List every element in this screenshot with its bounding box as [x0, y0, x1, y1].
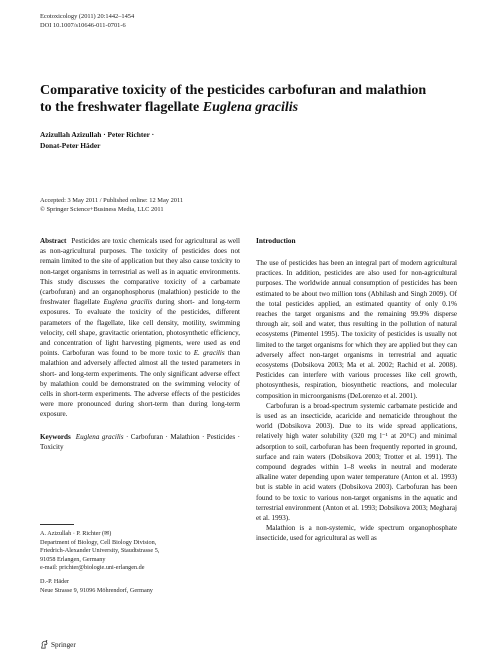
affiliation-address-2: Neue Strasse 9, 91096 Möhrendorf, Germany: [40, 586, 153, 594]
abstract-text-c: than malathion and adversely affected almost all the tested parameters in short- and long-term experiments. The only significant adverse effect by malathion could be demonstrated on the swimming velocity of cells in short-term experiments. The adverse effects of the pesticides were more pronounced during short-term than during long-term exposure.: [40, 349, 240, 419]
introduction-heading: Introduction: [256, 236, 296, 245]
abstract-text-a: Pesticides are toxic chemicals used for agricultural as well as non-agricultural purposes. The toxicity of pesticides does not remain limited to the site of application but they also cause toxicity to non-target organisms in terrestrial as well as in aquatic environments. This study discusses the comparative toxicity of a carbamate (carbofuran) and an organophosphorus (malathion) pesticide to the freshwater flagellate: [40, 237, 240, 307]
abstract: [40, 236, 240, 420]
title-species: Euglena gracilis: [202, 100, 299, 115]
author-list: [40, 129, 154, 151]
publisher-footer: [40, 640, 76, 649]
affiliation-2: [40, 578, 153, 595]
keywords: [40, 432, 240, 452]
left-column: [40, 236, 240, 452]
affiliation-city: 91058 Erlangen, Germany: [40, 555, 106, 563]
right-column: [256, 236, 457, 544]
title-main: Comparative toxicity of the pesticides carbofuran and malathion to the freshwater flagellate: [40, 83, 427, 115]
accepted-published: Accepted: 3 May 2011 / Published online: 12 May 2011: [40, 197, 184, 204]
affiliation-names: A. Azizullah · P. Richter (✉): [40, 530, 112, 537]
journal-citation: Ecotoxicology (2011) 20:1442–1454: [40, 13, 135, 20]
keyword-species: Euglena gracilis: [75, 432, 124, 441]
keyword-list: · Carbofuran · Malathion · Pesticides · Toxicity: [40, 432, 240, 451]
affiliation-univ: Friedrich-Alexander University, Staudtstrasse 5,: [40, 547, 160, 555]
affiliation-dept: Department of Biology, Cell Biology Division,: [40, 538, 157, 546]
publication-dates: [40, 196, 183, 214]
keywords-label: Keywords: [40, 432, 71, 441]
intro-paragraph-3: Malathion is a non-systemic, wide spectrum organophosphate insecticide, used for agricultural as well as: [256, 524, 457, 543]
authors-line-2: Donat-Peter Häder: [40, 141, 101, 150]
article-title: [40, 82, 440, 116]
doi: DOI 10.1007/s10646-011-0701-6: [40, 22, 126, 29]
abstract-species-b: E. gracilis: [193, 349, 225, 358]
journal-header: [40, 12, 134, 30]
affiliation-1: [40, 530, 159, 573]
intro-paragraph-2: Carbofuran is a broad-spectrum systemic carbamate pesticide and is used as an insecticide, acaricide and nematicide throughout the world (Dobsikova 2003). Due to its wide spread applications, relatively high water solubility (320 mg l⁻¹ at 20°C) and minimal adsorption to soil, carbofuran has been frequently reported in ground, surface and rain waters (Dobsikova 2003; Trotter et al. 1991). The compound degrades within 1–8 weeks in neutral and moderate alkaline water depending upon water temperature (Anton et al. 1993) but is stable in acid waters (Dobsikova 2003). Carbofuran has been found to be toxic to various non-target organisms in the aquatic and terrestrial environment (Anton et al. 1993; Dobsikova 2003; Megharaj et al. 1993).: [256, 401, 457, 523]
footnote-divider: [40, 524, 74, 525]
intro-paragraph-1: The use of pesticides has been an integral part of modern agricultural practices. In addition, pesticides are also used for non-agricultural purposes. The worldwide annual consumption of pesticides has been estimated to be about two million tons (Abhilash and Singh 2009). Of the total pesticides applied, an estimated quantity of only 0.1% reaches the target organisms and the remaining 99.9% disperse through air, soil and water, thus resulting in the pollution of natural ecosystems (Pimentel 1995). The toxicity of pesticides is usually not limited to the target organisms for which they are applied but they can adversely affect non-target organisms in terrestrial and aquatic ecosystems (Dobsikova 2003; Ma et al. 2002; Rachid et al. 2008). Pesticides can interfere with various processes like cell growth, photosynthesis, respiration, biosynthetic reactions, and molecular composition in microorganisms (DeLorenzo et al. 2001).: [256, 259, 457, 400]
abstract-text-b: during short- and long-term exposures. To evaluate the toxicity of the pesticides, different parameters of the flagellate, like cell density, motility, swimming velocity, cell shape, gravitactic orientation, photosynthetic efficiency, and concentration of light harvesting pigments, were used as end points. Carbofuran was found to be more toxic to: [40, 298, 240, 358]
springer-horse-icon: [40, 640, 48, 649]
authors-line-1: Azizullah Azizullah · Peter Richter ·: [40, 130, 155, 139]
affiliation-name-2: D.-P. Häder: [40, 578, 70, 585]
abstract-species-a: Euglena gracilis: [103, 298, 153, 307]
publisher-name: Springer: [51, 640, 76, 649]
abstract-label: Abstract: [40, 237, 67, 245]
copyright: © Springer Science+Business Media, LLC 2011: [40, 206, 164, 213]
affiliation-email[interactable]: e-mail: prichter@biologie.uni-erlangen.de: [40, 564, 145, 572]
